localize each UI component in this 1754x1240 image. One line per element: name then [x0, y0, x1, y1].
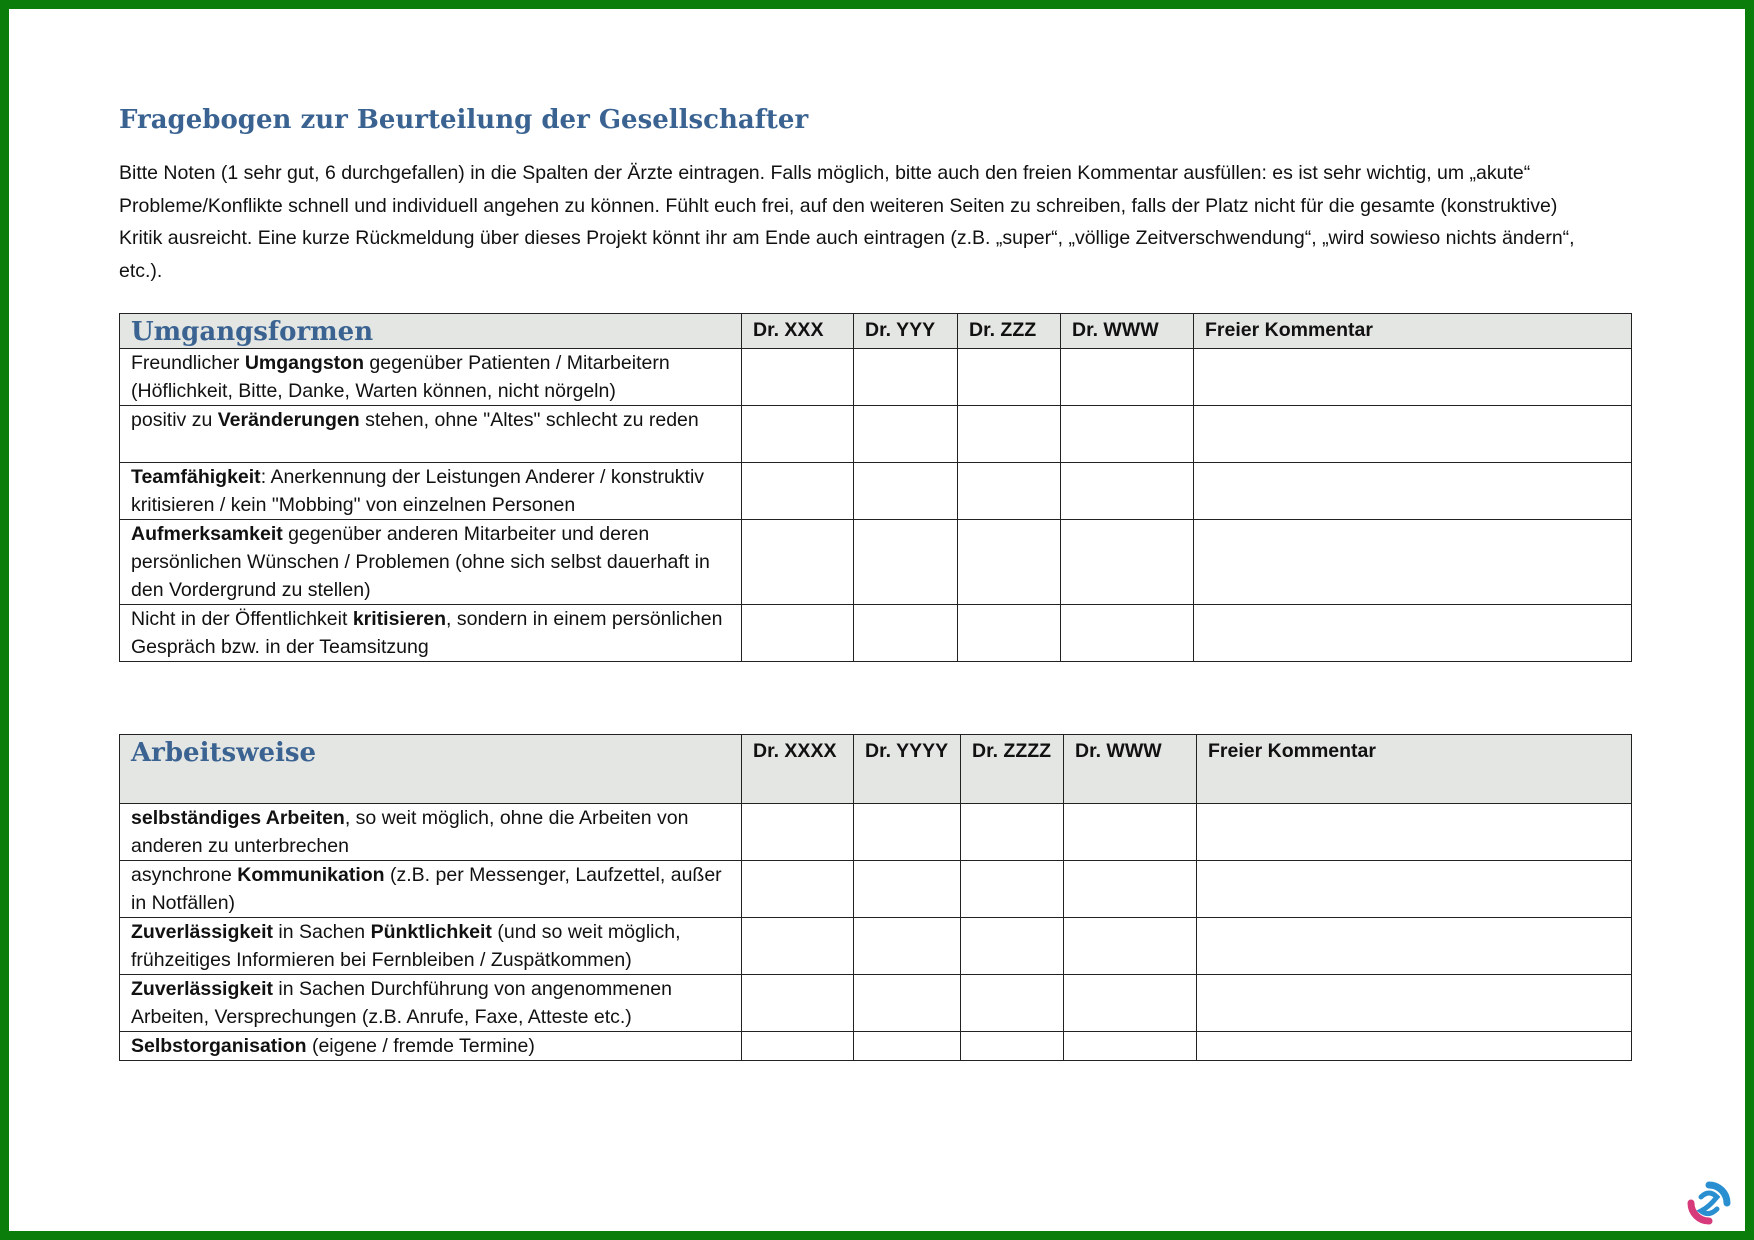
- rating-cell[interactable]: [854, 349, 958, 406]
- table-row: [120, 861, 1632, 918]
- rating-cell[interactable]: [958, 520, 1061, 605]
- comment-cell[interactable]: [1197, 804, 1632, 861]
- column-header: Dr. WWW: [1061, 314, 1194, 349]
- criteria-table-1: [119, 313, 1632, 662]
- rating-cell[interactable]: [1064, 804, 1197, 861]
- rating-cell[interactable]: [742, 975, 854, 1032]
- column-header: Dr. XXX: [742, 314, 854, 349]
- rating-cell[interactable]: [742, 804, 854, 861]
- column-header: Dr. YYYY: [854, 735, 961, 804]
- column-header: Dr. YYY: [854, 314, 958, 349]
- rating-cell[interactable]: [854, 975, 961, 1032]
- rating-cell[interactable]: [742, 406, 854, 463]
- comment-cell[interactable]: [1197, 975, 1632, 1032]
- section-heading: Umgangsformen: [120, 314, 742, 349]
- column-header: Dr. XXXX: [742, 735, 854, 804]
- document-title: Fragebogen zur Beurteilung der Gesellschafter: [119, 105, 809, 135]
- rating-cell[interactable]: [854, 406, 958, 463]
- column-header: Dr. ZZZZ: [961, 735, 1064, 804]
- rating-cell[interactable]: [958, 463, 1061, 520]
- rating-cell[interactable]: [1061, 463, 1194, 520]
- comment-cell[interactable]: [1194, 349, 1632, 406]
- comment-cell[interactable]: [1194, 605, 1632, 662]
- comment-cell[interactable]: [1197, 861, 1632, 918]
- criterion-text: Teamfähigkeit: Anerkennung der Leistungen Anderer / konstruktiv kritisieren / kein "Mobbing" von einzelnen Personen: [120, 463, 742, 520]
- table-row: [120, 975, 1632, 1032]
- rating-cell[interactable]: [1064, 861, 1197, 918]
- rating-cell[interactable]: [1061, 520, 1194, 605]
- watermark-logo-icon: [1687, 1181, 1731, 1225]
- rating-cell[interactable]: [961, 975, 1064, 1032]
- table-row: [120, 349, 1632, 406]
- rating-cell[interactable]: [854, 520, 958, 605]
- column-header: Dr. WWW: [1064, 735, 1197, 804]
- rating-cell[interactable]: [854, 804, 961, 861]
- comment-cell[interactable]: [1194, 520, 1632, 605]
- criterion-text: selbständiges Arbeiten, so weit möglich, ohne die Arbeiten von anderen zu unterbrechen: [120, 804, 742, 861]
- rating-cell[interactable]: [958, 406, 1061, 463]
- criterion-text: Aufmerksamkeit gegenüber anderen Mitarbeiter und deren persönlichen Wünschen / Problemen (ohne sich selbst dauerhaft in den Vordergrund zu stellen): [120, 520, 742, 605]
- table-row: [120, 918, 1632, 975]
- table-row: [120, 804, 1632, 861]
- criterion-text: Freundlicher Umgangston gegenüber Patienten / Mitarbeitern (Höflichkeit, Bitte, Danke, Warten können, nicht nörgeln): [120, 349, 742, 406]
- comment-cell[interactable]: [1197, 1032, 1632, 1061]
- criterion-text: Zuverlässigkeit in Sachen Pünktlichkeit (und so weit möglich, frühzeitiges Informieren bei Fernbleiben / Zuspätkommen): [120, 918, 742, 975]
- rating-cell[interactable]: [1061, 349, 1194, 406]
- table-row: [120, 1032, 1632, 1061]
- rating-cell[interactable]: [854, 1032, 961, 1061]
- criterion-text: Nicht in der Öffentlichkeit kritisieren, sondern in einem persönlichen Gespräch bzw. in der Teamsitzung: [120, 605, 742, 662]
- document-page: [119, 105, 1649, 1133]
- column-header: Freier Kommentar: [1197, 735, 1632, 804]
- criterion-text: Selbstorganisation (eigene / fremde Termine): [120, 1032, 742, 1061]
- rating-cell[interactable]: [961, 1032, 1064, 1061]
- rating-cell[interactable]: [1064, 1032, 1197, 1061]
- rating-cell[interactable]: [958, 349, 1061, 406]
- rating-cell[interactable]: [742, 520, 854, 605]
- rating-cell[interactable]: [742, 605, 854, 662]
- rating-cell[interactable]: [961, 918, 1064, 975]
- rating-cell[interactable]: [958, 605, 1061, 662]
- table-row: [120, 406, 1632, 463]
- criterion-text: asynchrone Kommunikation (z.B. per Messenger, Laufzettel, außer in Notfällen): [120, 861, 742, 918]
- rating-cell[interactable]: [742, 349, 854, 406]
- rating-cell[interactable]: [854, 918, 961, 975]
- rating-cell[interactable]: [854, 463, 958, 520]
- section-heading: Arbeitsweise: [120, 735, 742, 804]
- comment-cell[interactable]: [1197, 918, 1632, 975]
- criteria-table-2: [119, 734, 1632, 1061]
- rating-cell[interactable]: [1064, 975, 1197, 1032]
- rating-cell[interactable]: [1061, 406, 1194, 463]
- table-row: [120, 605, 1632, 662]
- rating-cell[interactable]: [961, 804, 1064, 861]
- rating-cell[interactable]: [742, 861, 854, 918]
- intro-paragraph: Bitte Noten (1 sehr gut, 6 durchgefallen) in die Spalten der Ärzte eintragen. Falls möglich, bitte auch den freien Kommentar ausfüllen: es ist sehr wichtig, um „akute“ Probleme/Konflikte schnell und individuell angehen zu können. Fühlt euch frei, auf den weiteren Seiten zu schreiben, falls der Platz nicht für die gesamte (konstruktive) Kritik ausreicht. Eine kurze Rückmeldung über dieses Projekt könnt ihr am Ende auch eintragen (z.B. „super“, „völlige Zeitverschwendung“, „wird sowieso nichts ändern“, etc.).: [119, 162, 1575, 282]
- rating-cell[interactable]: [742, 918, 854, 975]
- rating-cell[interactable]: [961, 861, 1064, 918]
- table-row: [120, 520, 1632, 605]
- rating-cell[interactable]: [1064, 918, 1197, 975]
- comment-cell[interactable]: [1194, 406, 1632, 463]
- column-header: Dr. ZZZ: [958, 314, 1061, 349]
- table-row: [120, 463, 1632, 520]
- comment-cell[interactable]: [1194, 463, 1632, 520]
- rating-cell[interactable]: [742, 463, 854, 520]
- tables-container: [119, 313, 1649, 1061]
- criterion-text: positiv zu Veränderungen stehen, ohne "Altes" schlecht zu reden: [120, 406, 742, 463]
- rating-cell[interactable]: [742, 1032, 854, 1061]
- rating-cell[interactable]: [854, 605, 958, 662]
- rating-cell[interactable]: [1061, 605, 1194, 662]
- rating-cell[interactable]: [854, 861, 961, 918]
- criterion-text: Zuverlässigkeit in Sachen Durchführung von angenommenen Arbeiten, Versprechungen (z.B. Anrufe, Faxe, Atteste etc.): [120, 975, 742, 1032]
- column-header: Freier Kommentar: [1194, 314, 1632, 349]
